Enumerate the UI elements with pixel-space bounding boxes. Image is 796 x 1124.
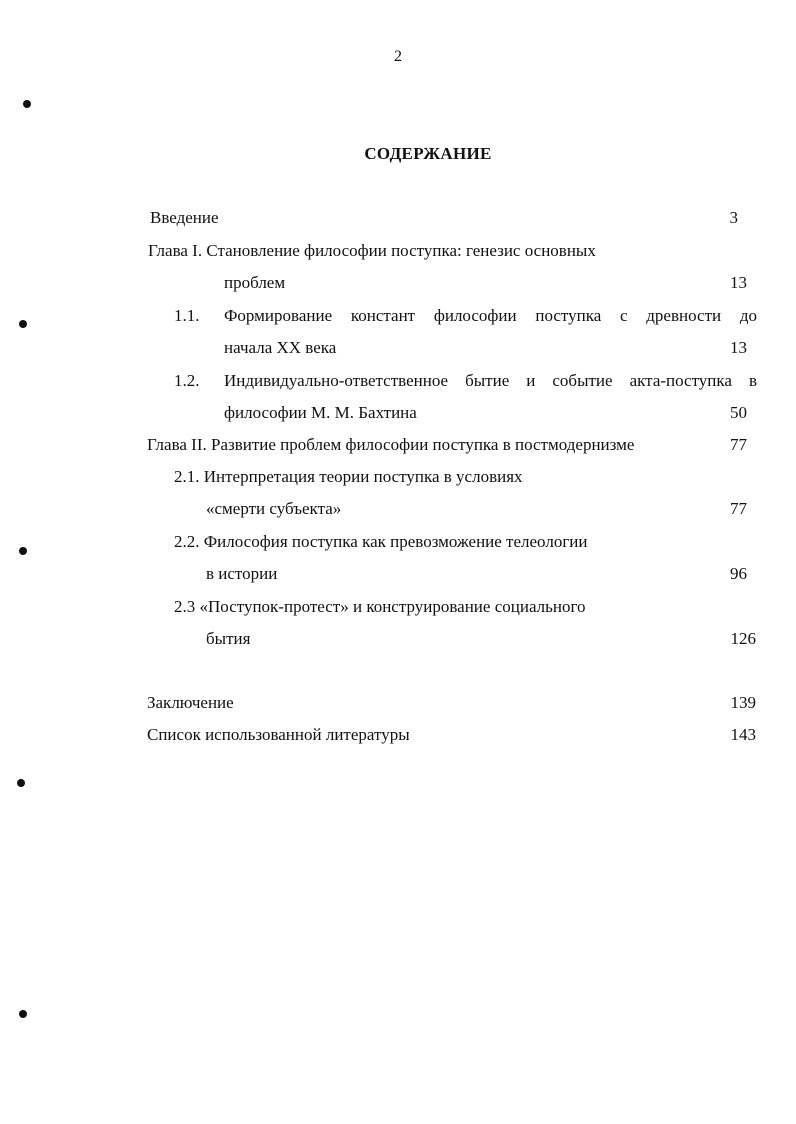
- page-number: 2: [394, 48, 402, 65]
- toc-entry-title: Глава II. Развитие проблем философии поступка в постмодернизме: [147, 435, 635, 454]
- toc-entry-section-2-1: [0, 465, 796, 489]
- toc-entry-number: 1.1.: [174, 306, 200, 325]
- toc-entry-section-2-2: [0, 530, 796, 554]
- toc-entry-title-cont: начала XX века: [224, 338, 337, 357]
- binding-hole-mark: [23, 100, 31, 108]
- toc-entry-chapter-2: [0, 433, 796, 457]
- toc-entry-title-cont: в истории: [206, 564, 278, 583]
- toc-entry-section-2-1-cont: [0, 497, 796, 521]
- binding-hole-mark: [19, 547, 27, 555]
- toc-entry-page: 126: [730, 629, 756, 648]
- toc-entry-title-cont: «смерти субъекта»: [206, 499, 342, 518]
- toc-entry-chapter-1: [0, 239, 796, 263]
- toc-entry-page: 139: [730, 693, 756, 712]
- toc-entry-title: Заключение: [147, 693, 234, 712]
- toc-entry-intro: [0, 206, 796, 230]
- toc-entry-title: Введение: [150, 208, 219, 227]
- toc-entry-page: 96: [730, 564, 747, 583]
- page-title: СОДЕРЖАНИЕ: [364, 144, 492, 163]
- toc-entry-section-1-1-cont: [0, 336, 796, 360]
- toc-entry-page: 77: [730, 435, 747, 454]
- toc-entry-title-cont: философии М. М. Бахтина: [224, 403, 417, 422]
- toc-entry-section-2-3-cont: [0, 627, 796, 651]
- toc-entry-page: 50: [730, 403, 747, 422]
- toc-entry-page: 13: [730, 273, 747, 292]
- toc-entry-page: 77: [730, 499, 747, 518]
- toc-entry-conclusion: [0, 691, 796, 715]
- toc-entry-title: 2.2. Философия поступка как превозможение телеологии: [174, 532, 588, 551]
- toc-entry-title: Глава I. Становление философии поступка: генезис основных: [148, 241, 596, 260]
- toc-entry-section-1-2: [0, 369, 796, 393]
- toc-entry-title-cont: проблем: [224, 273, 286, 292]
- toc-entry-page: 13: [730, 338, 747, 357]
- toc-entry-title: 2.3 «Поступок-протест» и конструирование социального: [174, 597, 586, 616]
- binding-hole-mark: [19, 320, 27, 328]
- toc-entry-title: Индивидуально-ответственное бытие и событие акта-поступка в: [224, 371, 757, 390]
- toc-entry-chapter-1-cont: [0, 271, 796, 295]
- toc-entry-title: Список использованной литературы: [147, 725, 410, 744]
- toc-entry-page: 3: [729, 208, 738, 227]
- toc-entry-page: 143: [730, 725, 756, 744]
- toc-entry-section-2-3: [0, 595, 796, 619]
- binding-hole-mark: [17, 779, 25, 787]
- toc-entry-section-1-2-cont: [0, 401, 796, 425]
- toc-entry-section-2-2-cont: [0, 562, 796, 586]
- binding-hole-mark: [19, 1010, 27, 1018]
- toc-entry-bibliography: [0, 723, 796, 747]
- toc-entry-title: 2.1. Интерпретация теории поступка в условиях: [174, 467, 523, 486]
- toc-entry-title: Формирование констант философии поступка с древности до: [224, 306, 757, 325]
- toc-entry-number: 1.2.: [174, 371, 200, 390]
- toc-entry-section-1-1: [0, 304, 796, 328]
- toc-entry-title-cont: бытия: [206, 629, 251, 648]
